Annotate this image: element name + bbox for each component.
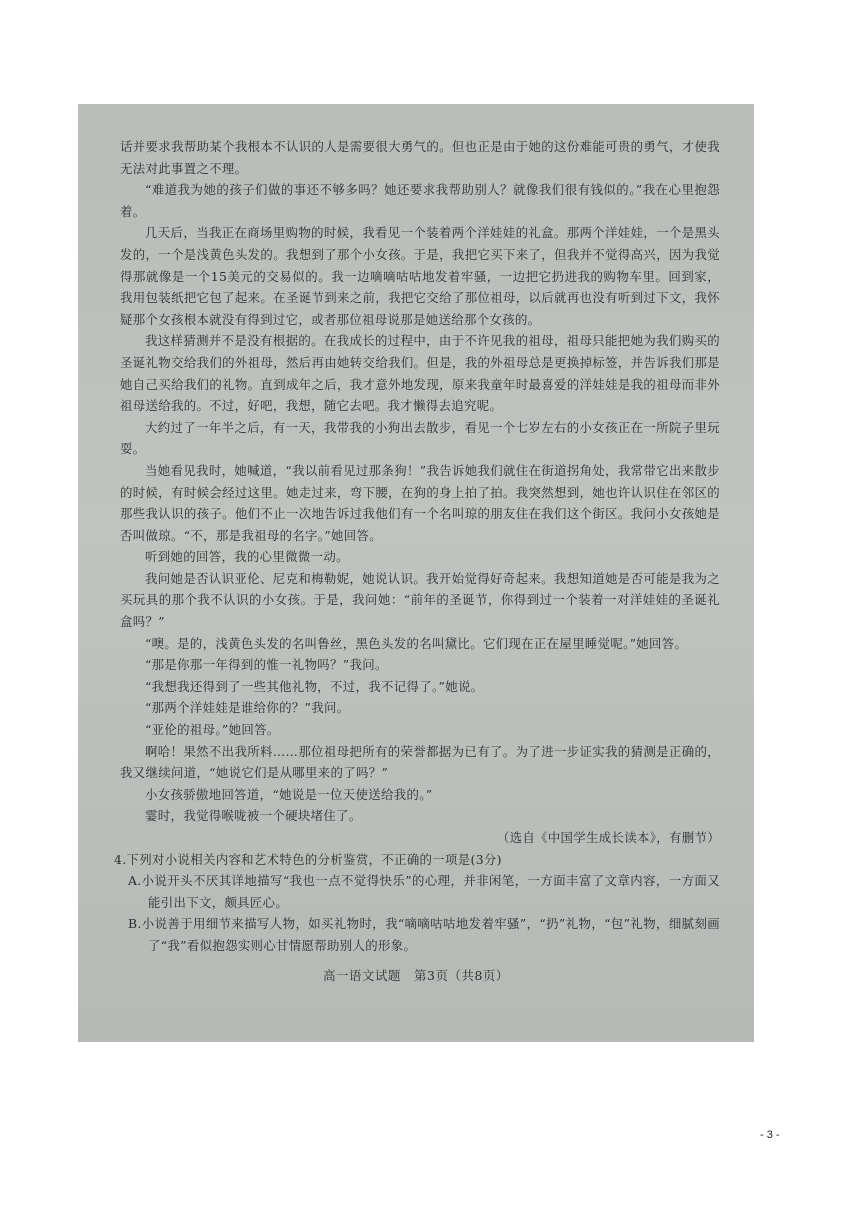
story-paragraph: “亚伦的祖母。”她回答。	[145, 722, 280, 738]
story-paragraph: “我想我还得到了一些其他礼物，不过，我不记得了。”她说。	[145, 678, 484, 694]
exam-text-block	[114, 136, 720, 957]
story-paragraph: 听到她的回答，我的心里微微一动。	[145, 549, 349, 565]
story-paragraph: “难道我为她的孩子们做的事还不够多吗？她还要求我帮助别人？就像我们很有钱似的。”我在心里抱怨着。	[120, 182, 720, 219]
story-source-citation: （选自《中国学生成长读本》，有删节）	[496, 830, 720, 845]
answer-option-b: B.小说善于用细节来描写人物，如买礼物时，我“嘀嘀咕咕地发着牢骚”，“扔”礼物，“包”礼物，细腻刻画了“我”看似抱怨实则心甘情愿帮助别人的形象。	[128, 916, 720, 953]
story-paragraph: 几天后，当我正在商场里购物的时候，我看见一个装着两个洋娃娃的礼盒。那两个洋娃娃，一个是黑头发的，一个是浅黄色头发的。我想到了那个小女孩。于是，我把它买下来了，但我并不觉得高兴，因为我觉得那就像是一个15美元的交易似的。我一边嘀嘀咕咕地发着牢骚，一边把它扔进我的购物车里。回到家，我用包装纸把它包了起来。在圣诞节到来之前，我把它交给了那位祖母，以后就再也没有听到过下文，我怀疑那个女孩根本就没有得到过它，或者那位祖母说那是她送给那个女孩的。	[120, 225, 720, 327]
story-paragraph: 我问她是否认识亚伦、尼克和梅勒妮，她说认识。我开始觉得好奇起来。我想知道她是否可能是我为之买玩具的那个我不认识的小女孩。于是，我问她：“前年的圣诞节，你得到过一个装着一对洋娃娃的圣诞礼盒吗？”	[120, 570, 720, 630]
story-paragraph: “噢。是的，浅黄色头发的名叫鲁丝，黑色头发的名叫黛比。它们现在正在屋里睡觉呢。”她回答。	[145, 635, 688, 651]
story-paragraph: “那两个洋娃娃是谁给你的？”我问。	[145, 700, 350, 716]
story-paragraph: 霎时，我觉得喉咙被一个硬块堵住了。	[145, 808, 362, 824]
story-paragraph: 我这样猜测并不是没有根据的。在我成长的过程中，由于不许见我的祖母，祖母只能把她为我们购买的圣诞礼物交给我们的外祖母，然后再由她转交给我们。但是，我的外祖母总是更换掉标签，并告诉我们那是她自己买给我们的礼物。直到成年之后，我才意外地发现，原来我童年时最喜爱的洋娃娃是我的祖母而非外祖母送给我的。不过，好吧，我想，随它去吧。我才懒得去追究呢。	[120, 333, 720, 414]
page-number: - 3 -	[760, 1129, 780, 1141]
story-paragraph: “那是你那一年得到的惟一礼物吗？”我问。	[145, 657, 388, 673]
story-paragraph: 大约过了一年半之后，有一天，我带我的小狗出去散步，看见一个七岁左右的小女孩正在一所院子里玩耍。	[120, 419, 720, 457]
story-paragraph: 小女孩骄傲地回答道，“她说是一位天使送给我的。”	[145, 786, 433, 802]
question-stem: 4.下列对小说相关内容和艺术特色的分析鉴赏，不正确的一项是(3分)	[114, 851, 502, 867]
exam-page-footer: 高一语文试题 第3页（共8页）	[323, 968, 509, 983]
story-paragraph: 话并要求我帮助某个我根本不认识的人是需要很大勇气的。但也正是由于她的这份难能可贵的勇气，才使我无法对此事置之不理。	[120, 139, 720, 176]
story-paragraph: 当她看见我时，她喊道，“我以前看见过那条狗！”我告诉她我们就住在街道拐角处，我常带它出来散步的时候，有时候会经过这里。她走过来，弯下腰，在狗的身上拍了拍。我突然想到，她也许认识住在邻区的那些我认识的孩子。他们不止一次地告诉过我他们有一个名叫琼的朋友住在我们这个街区。我问小女孩她是否叫做琼。“不，那是我祖母的名字。”她回答。	[120, 462, 720, 543]
scanned-exam-page-photo	[78, 104, 754, 1042]
story-paragraph: 啊哈！果然不出我所料……那位祖母把所有的荣誉都据为已有了。为了进一步证实我的猜测是正确的，我又继续问道，“她说它们是从哪里来的了吗？”	[120, 743, 720, 781]
answer-option-a: A.小说开头不厌其详地描写“我也一点不觉得快乐”的心理，并非闲笔，一方面丰富了文章内容，一方面又能引出下文，颇具匠心。	[128, 873, 720, 910]
